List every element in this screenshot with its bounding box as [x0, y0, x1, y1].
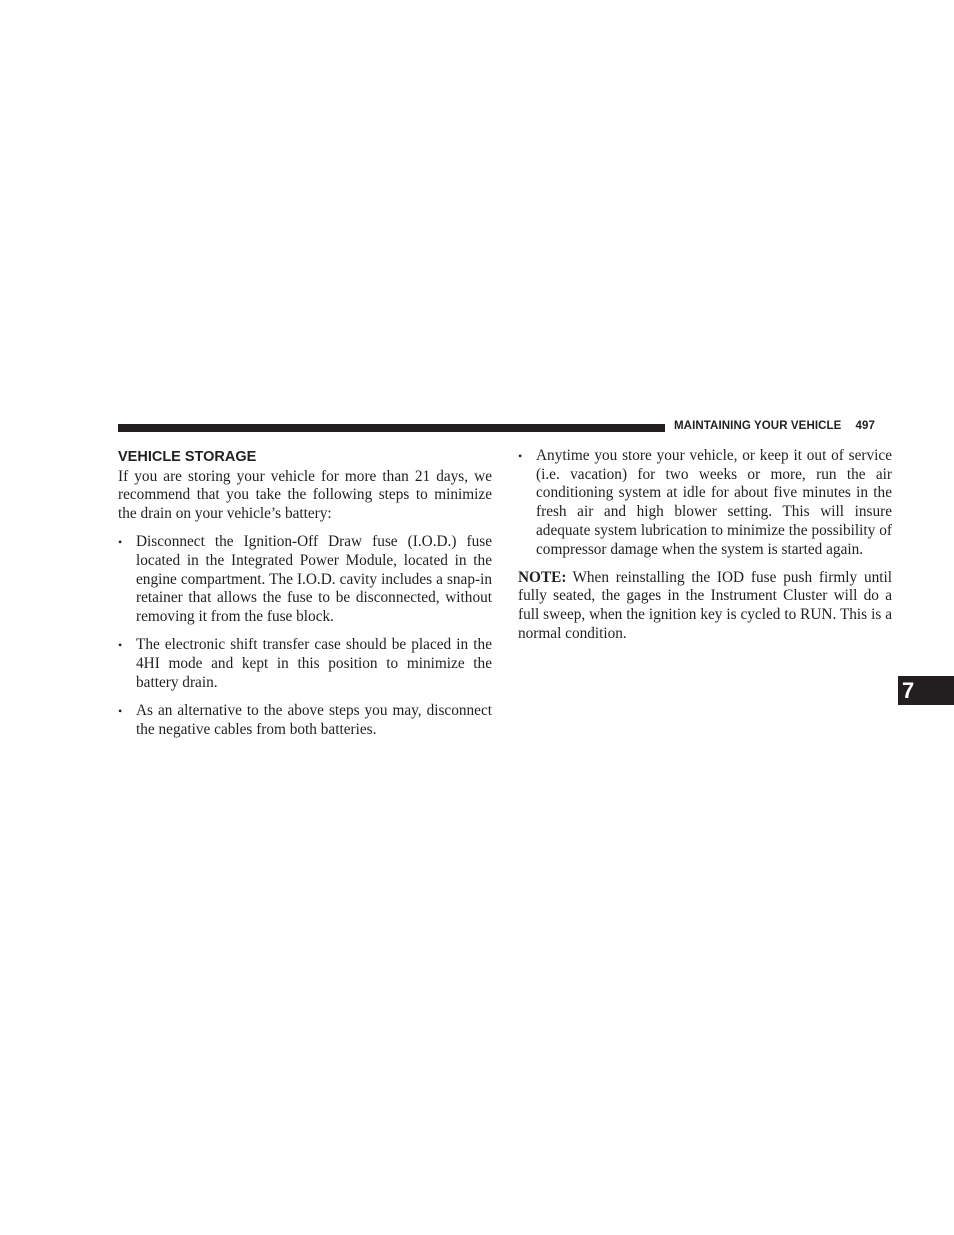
section-title: VEHICLE STORAGE	[118, 449, 257, 465]
intro-paragraph: If you are storing your vehicle for more than 21 days, we recommend that you take the following steps to minimize the drain on your vehicle’s battery:	[118, 467, 492, 523]
bullet-icon: •	[118, 703, 123, 718]
storage-steps-list-continued	[518, 447, 892, 559]
list-item-text: Anytime you store your vehicle, or keep it out of service (i.e. vacation) for two weeks or more, run the air conditioning system at idle for about five minutes in the fresh air and high blower setting. This will insure adequate system lubrication to minimize the possibility of compressor damage when the system is started again.	[536, 447, 892, 558]
list-item	[118, 702, 492, 739]
list-item	[118, 636, 492, 692]
section-name: MAINTAINING YOUR VEHICLE	[674, 420, 842, 432]
bullet-icon: •	[518, 449, 523, 463]
note-label: NOTE:	[518, 568, 567, 586]
chapter-tab: 7	[898, 676, 954, 705]
right-column	[518, 447, 892, 644]
note-text: When reinstalling the IOD fuse push firmly until fully seated, the gages in the Instrument Cluster will do a full sweep, when the ignition key is cycled to RUN. This is a normal condition.	[518, 568, 892, 642]
list-item-text: Disconnect the Ignition-Off Draw fuse (I.O.D.) fuse located in the Integrated Power Module, located in the engine compartment. The I.O.D. cavity includes a snap-in retainer that allows the fuse to be disconnected, without removing it from the fuse block.	[136, 533, 492, 626]
bullet-icon: •	[118, 535, 123, 550]
page-number: 497	[855, 420, 875, 432]
note-paragraph	[518, 569, 892, 644]
list-item-text: The electronic shift transfer case should be placed in the 4HI mode and kept in this position to minimize the battery drain.	[136, 636, 492, 691]
list-item-text: As an alternative to the above steps you may, disconnect the negative cables from both batteries.	[136, 701, 492, 738]
list-item	[518, 447, 892, 559]
storage-steps-list	[118, 533, 492, 739]
running-header	[674, 420, 875, 432]
header-rule	[118, 424, 665, 432]
list-item	[118, 533, 492, 627]
bullet-icon: •	[118, 638, 123, 653]
left-column	[118, 447, 492, 739]
